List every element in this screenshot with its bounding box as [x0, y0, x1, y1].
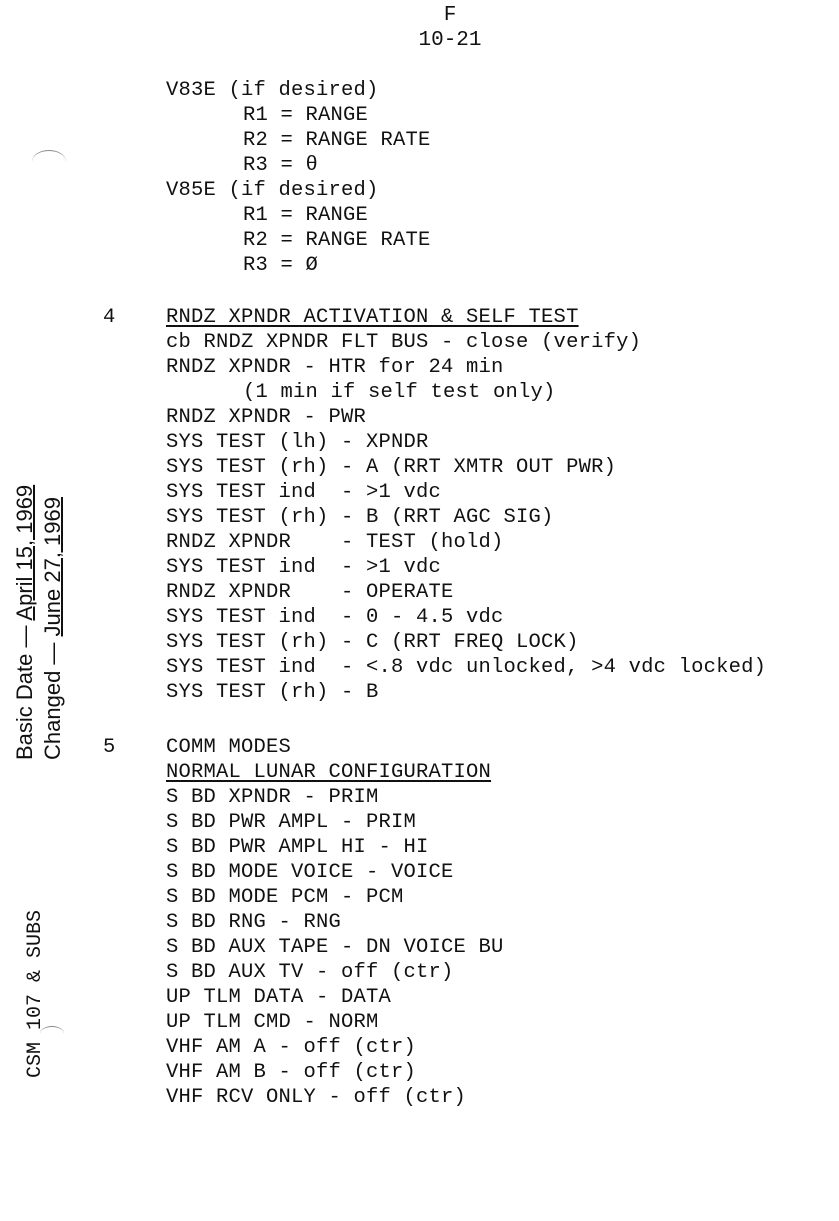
- basic-date-stamp: Basic Date — April 15, 1969: [12, 484, 37, 760]
- verb-line: V83E (if desired): [166, 79, 379, 102]
- step-line: RNDZ XPNDR - HTR for 24 min: [166, 356, 504, 379]
- step-line: S BD PWR AMPL - PRIM: [166, 811, 417, 834]
- step-line: S BD RNG - RNG: [166, 911, 342, 934]
- scan-mark: [32, 150, 66, 173]
- step-line: SYS TEST ind - 0 - 4.5 vdc: [166, 606, 504, 629]
- step-line: VHF RCV ONLY - off (ctr): [166, 1086, 467, 1109]
- step-number: 4: [103, 306, 116, 329]
- step-line: SYS TEST ind - >1 vdc: [166, 556, 442, 579]
- step-line: SYS TEST (rh) - C (RRT FREQ LOCK): [166, 631, 579, 654]
- step-line: S BD XPNDR - PRIM: [166, 786, 379, 809]
- step-line: S BD AUX TV - off (ctr): [166, 961, 454, 984]
- step-line: SYS TEST (rh) - B: [166, 681, 379, 704]
- step-line: SYS TEST (lh) - XPNDR: [166, 431, 429, 454]
- section-letter: F: [443, 4, 457, 27]
- step-title: RNDZ XPNDR ACTIVATION & SELF TEST: [166, 306, 579, 329]
- step-number: 5: [103, 736, 116, 759]
- step-line: (1 min if self test only): [243, 381, 556, 404]
- step-line: S BD MODE PCM - PCM: [166, 886, 404, 909]
- changed-date-stamp: Changed — June 27, 1969: [40, 496, 65, 760]
- step-line: S BD AUX TAPE - DN VOICE BU: [166, 936, 504, 959]
- verb-line: R1 = RANGE: [243, 104, 369, 127]
- step-line: RNDZ XPNDR - TEST (hold): [166, 531, 504, 554]
- step-line: UP TLM CMD - NORM: [166, 1011, 379, 1034]
- step-line: SYS TEST (rh) - A (RRT XMTR OUT PWR): [166, 456, 617, 479]
- step-subtitle: NORMAL LUNAR CONFIGURATION: [166, 761, 492, 784]
- step-line: S BD PWR AMPL HI - HI: [166, 836, 429, 859]
- step-line: SYS TEST (rh) - B (RRT AGC SIG): [166, 506, 554, 529]
- verb-line: V85E (if desired): [166, 179, 379, 202]
- basic-date-value: April 15, 1969: [12, 484, 37, 621]
- basic-date-label: Basic Date: [12, 653, 37, 760]
- changed-date-value: June 27, 1969: [40, 496, 65, 637]
- vehicle-stamp: CSM 107 & SUBS: [24, 909, 47, 1078]
- verb-line: R3 = Ø: [243, 254, 319, 277]
- step-line: RNDZ XPNDR - OPERATE: [166, 581, 454, 604]
- step-line: SYS TEST ind - <.8 vdc unlocked, >4 vdc locked): [166, 656, 767, 679]
- verb-line: R2 = RANGE RATE: [243, 229, 431, 252]
- page-number: 10-21: [418, 29, 482, 52]
- step-line: cb RNDZ XPNDR FLT BUS - close (verify): [166, 331, 642, 354]
- step-line: S BD MODE VOICE - VOICE: [166, 861, 454, 884]
- changed-label: Changed: [40, 670, 65, 760]
- step-line: SYS TEST ind - >1 vdc: [166, 481, 442, 504]
- scan-mark: [40, 1026, 64, 1041]
- step-line: VHF AM A - off (ctr): [166, 1036, 417, 1059]
- step-title: COMM MODES: [166, 736, 292, 759]
- step-line: VHF AM B - off (ctr): [166, 1061, 417, 1084]
- verb-line: R2 = RANGE RATE: [243, 129, 431, 152]
- verb-line: R1 = RANGE: [243, 204, 369, 227]
- step-line: UP TLM DATA - DATA: [166, 986, 392, 1009]
- verb-line: R3 = θ: [243, 154, 319, 177]
- step-line: RNDZ XPNDR - PWR: [166, 406, 367, 429]
